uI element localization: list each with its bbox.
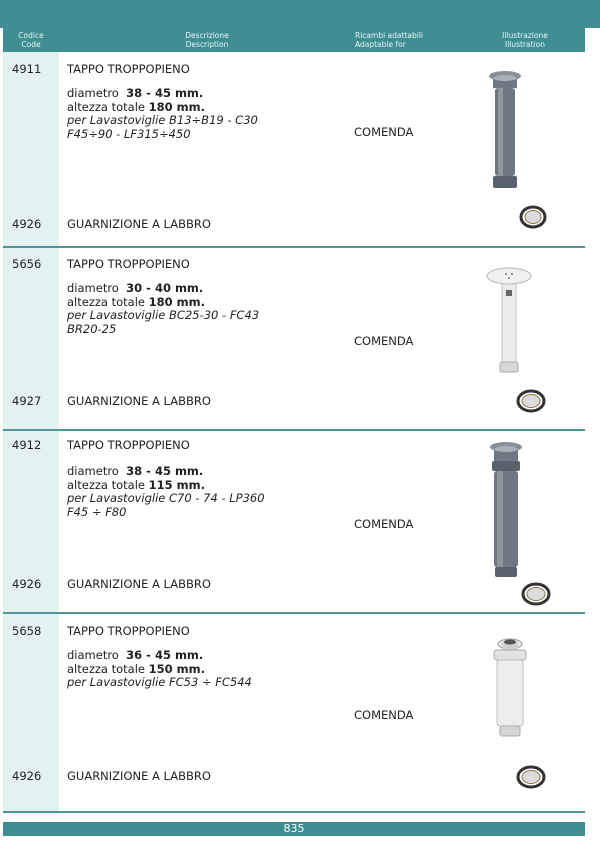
diameter-value: 30 - 40 mm. bbox=[126, 281, 204, 295]
gasket-ring-icon bbox=[519, 205, 547, 229]
gasket-code: 4927 bbox=[12, 394, 42, 408]
height-value: 180 mm. bbox=[148, 294, 205, 309]
header-illustration bbox=[465, 31, 585, 49]
product-code: 4912 bbox=[12, 438, 42, 452]
white-overflow-plug-icon bbox=[482, 266, 536, 376]
top-band bbox=[0, 0, 600, 28]
product-title: TAPPO TROPPOPIENO bbox=[67, 438, 190, 452]
gasket-title: GUARNIZIONE A LABBRO bbox=[67, 769, 211, 783]
gasket-title: GUARNIZIONE A LABBRO bbox=[67, 394, 211, 408]
dishwasher-models: per Lavastoviglie B13÷B19 - C30 bbox=[67, 113, 258, 127]
gasket-title: GUARNIZIONE A LABBRO bbox=[67, 217, 211, 231]
header-code-en: Code bbox=[21, 40, 41, 49]
header-desc-it: Descrizione bbox=[185, 31, 229, 40]
gasket-title: GUARNIZIONE A LABBRO bbox=[67, 577, 211, 591]
table-header bbox=[3, 28, 585, 52]
dishwasher-models: per Lavastoviglie BC25-30 - FC43 bbox=[67, 308, 260, 322]
adaptable-brand: COMENDA bbox=[354, 334, 414, 348]
group-separator bbox=[3, 612, 585, 614]
dishwasher-models-cont: F45 ÷ F80 bbox=[67, 504, 127, 519]
height-value: 180 mm. bbox=[148, 99, 205, 114]
dishwasher-models: per Lavastoviglie FC53 ÷ FC544 bbox=[67, 675, 252, 689]
product-code: 5658 bbox=[12, 624, 42, 638]
product-specs bbox=[67, 282, 259, 336]
header-ricambi-en: Adaptable for bbox=[355, 40, 406, 49]
white-overflow-plug-icon bbox=[488, 636, 532, 740]
height-label: altezza totale bbox=[67, 477, 145, 492]
header-description bbox=[59, 31, 355, 49]
product-title: TAPPO TROPPOPIENO bbox=[67, 62, 190, 76]
gasket-ring-icon bbox=[516, 765, 546, 789]
product-specs bbox=[67, 465, 265, 519]
grey-overflow-plug-icon bbox=[480, 70, 530, 190]
gasket-code: 4926 bbox=[12, 577, 42, 591]
diameter-label: diametro bbox=[67, 648, 119, 662]
diameter-value: 38 - 45 mm. bbox=[126, 464, 204, 478]
product-code: 5656 bbox=[12, 257, 42, 271]
product-specs bbox=[67, 649, 252, 690]
header-ill-it: Illustrazione bbox=[502, 31, 548, 40]
gasket-code: 4926 bbox=[12, 217, 42, 231]
diameter-value: 36 - 45 mm. bbox=[126, 648, 204, 662]
dishwasher-models: per Lavastoviglie C70 - 74 - LP360 bbox=[67, 491, 265, 505]
adaptable-brand: COMENDA bbox=[354, 708, 414, 722]
group-separator bbox=[3, 429, 585, 431]
product-title: TAPPO TROPPOPIENO bbox=[67, 257, 190, 271]
product-code: 4911 bbox=[12, 62, 42, 76]
height-value: 150 mm. bbox=[148, 661, 205, 676]
header-code bbox=[3, 31, 59, 49]
header-code-it: Codice bbox=[18, 31, 44, 40]
height-label: altezza totale bbox=[67, 661, 145, 676]
dishwasher-models-cont: F45÷90 - LF315÷450 bbox=[67, 126, 191, 141]
product-title: TAPPO TROPPOPIENO bbox=[67, 624, 190, 638]
diameter-label: diametro bbox=[67, 86, 119, 100]
diameter-label: diametro bbox=[67, 464, 119, 478]
code-column-background bbox=[3, 52, 59, 812]
diameter-label: diametro bbox=[67, 281, 119, 295]
group-separator bbox=[3, 246, 585, 248]
group-separator bbox=[3, 811, 585, 813]
product-specs bbox=[67, 87, 258, 141]
gasket-code: 4926 bbox=[12, 769, 42, 783]
diameter-value: 38 - 45 mm. bbox=[126, 86, 204, 100]
header-desc-en: Description bbox=[185, 40, 229, 49]
header-ill-en: Illustration bbox=[504, 40, 546, 49]
height-label: altezza totale bbox=[67, 294, 145, 309]
adaptable-brand: COMENDA bbox=[354, 517, 414, 531]
page-number: 835 bbox=[283, 822, 305, 835]
grey-overflow-plug-icon bbox=[481, 441, 531, 579]
adaptable-brand: COMENDA bbox=[354, 125, 414, 139]
height-value: 115 mm. bbox=[148, 477, 205, 492]
header-adaptable bbox=[355, 31, 465, 49]
page-footer bbox=[3, 822, 585, 836]
gasket-ring-icon bbox=[521, 582, 551, 606]
gasket-ring-icon bbox=[516, 389, 546, 413]
height-label: altezza totale bbox=[67, 99, 145, 114]
header-ricambi-it: Ricambi adattabili bbox=[355, 31, 423, 40]
dishwasher-models-cont: BR20-25 bbox=[67, 321, 117, 336]
